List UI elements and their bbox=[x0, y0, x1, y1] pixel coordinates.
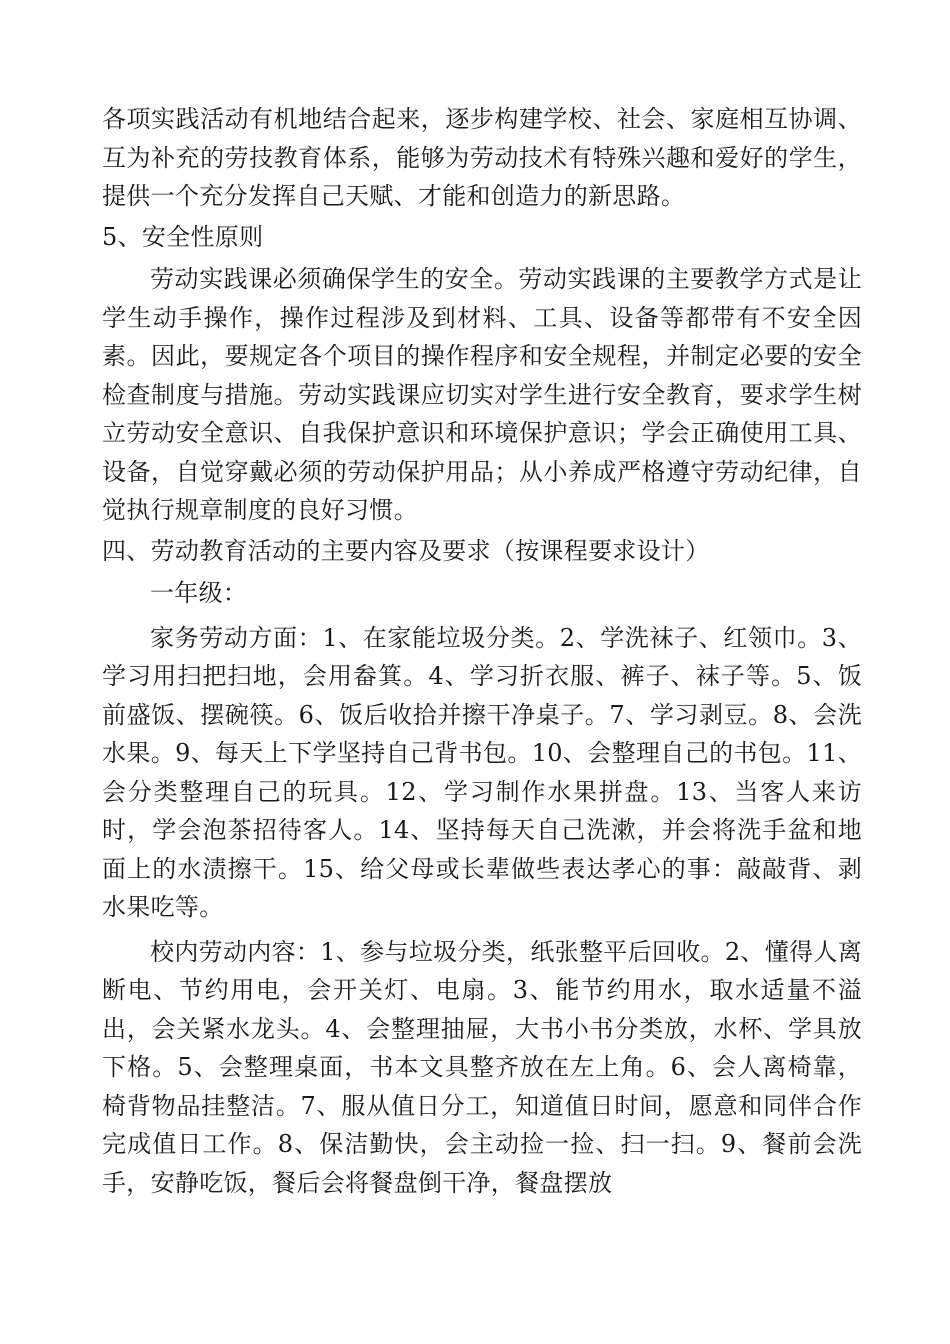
document-body bbox=[102, 100, 862, 1202]
heading-section-four: 四、劳动教育活动的主要内容及要求（按课程要求设计） bbox=[102, 536, 710, 565]
grade-one-label: 一年级： bbox=[150, 579, 248, 607]
paragraph-school-labor: 校内劳动内容：1、参与垃圾分类，纸张整平后回收。2、懂得人离断电、节约用电，会开关灯、电扇。3、能节约用水，取水适量不溢出，会关紧水龙头。4、会整理抽屉，大书小书分类放，水杯、学具放下格。5、会整理桌面，书本文具整齐放在左上角。6、会人离椅靠，椅背物品挂整洁。7、服从值日分工，知道值日时间，愿意和同伴合作完成值日工作。8、保洁勤快，会主动捡一捡、扫一扫。9、餐前会洗手，安静吃饭，餐后会将餐盘倒干净，餐盘摆放 bbox=[102, 937, 862, 1197]
paragraph-household-labor: 家务劳动方面：1、在家能垃圾分类。2、学洗袜子、红领巾。3、学习用扫把扫地，会用畚箕。4、学习折衣服、裤子、袜子等。5、饭前盛饭、摆碗筷。6、饭后收拾并擦干净桌子。7、学习剥豆。8、会洗水果。9、每天上下学坚持自己背书包。10、会整理自己的书包。11、会分类整理自己的玩具。12、学习制作水果拼盘。13、当客人来访时，学会泡茶招待客人。14、坚持每天自己洗漱，并会将洗手盆和地面上的水渍擦干。15、给父母或长辈做些表达孝心的事：敲敲背、剥水果吃等。 bbox=[102, 623, 862, 921]
heading-safety-principle: 5、安全性原则 bbox=[102, 222, 264, 251]
paragraph-safety: 劳动实践课必须确保学生的安全。劳动实践课的主要教学方式是让学生动手操作，操作过程涉及到材料、工具、设备等都带有不安全因素。因此，要规定各个项目的操作程序和安全规程，并制定必要的安全检查制度与措施。劳动实践课应切实对学生进行安全教育，要求学生树立劳动安全意识、自我保护意识和环境保护意识；学会正确使用工具、设备，自觉穿戴必须的劳动保护用品；从小养成严格遵守劳动纪律，自觉执行规章制度的良好习惯。 bbox=[102, 265, 862, 524]
paragraph-continuation: 各项实践活动有机地结合起来，逐步构建学校、社会、家庭相互协调、互为补充的劳技教育体系，能够为劳动技术有特殊兴趣和爱好的学生，提供一个充分发挥自己天赋、才能和创造力的新思路。 bbox=[102, 105, 862, 210]
